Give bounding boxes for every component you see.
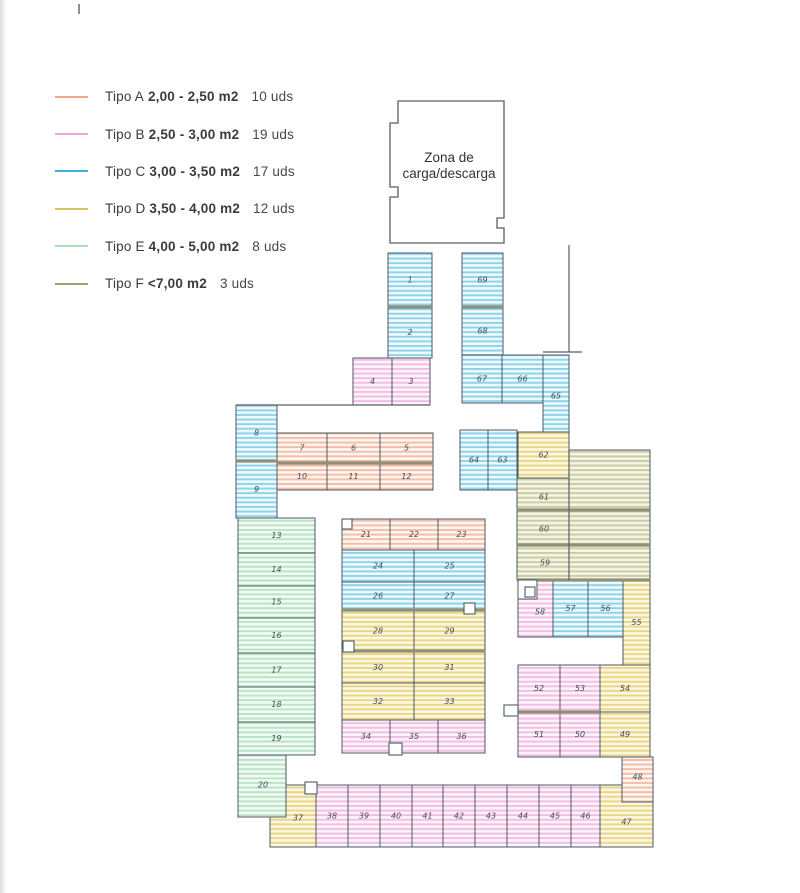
unit-label-57: 57 [565, 604, 576, 613]
legend-tipo-name: Tipo D [105, 201, 146, 217]
legend-size-range: <7,00 m2 [147, 276, 207, 292]
unit-label-24: 24 [372, 561, 384, 571]
unit-label-44: 44 [517, 811, 529, 821]
unit-label-66: 66 [517, 374, 528, 384]
legend-tipo-name: Tipo F [105, 276, 144, 292]
legend-unit-count: 10 uds [251, 89, 294, 105]
legend-size-range: 2,50 - 3,00 m2 [148, 126, 240, 142]
legend-size-range: 2,00 - 2,50 m2 [147, 89, 239, 105]
unit-label-43: 43 [485, 811, 497, 821]
unit-label-15: 15 [271, 597, 282, 607]
unit-label-67: 67 [476, 374, 488, 384]
unit-label-30: 30 [372, 663, 384, 672]
door-marker-1 [464, 603, 475, 614]
unit-label-41: 41 [422, 811, 433, 821]
unit-label-17: 17 [271, 665, 282, 675]
unit-label-68: 68 [477, 326, 488, 336]
unit-label-21: 21 [360, 530, 372, 539]
unit-label-31: 31 [444, 663, 455, 672]
unit-label-38: 38 [326, 811, 338, 821]
unit-label-50: 50 [574, 730, 586, 739]
unit-label-34: 34 [360, 732, 372, 741]
unit-label-16: 16 [271, 631, 282, 640]
unit-label-61: 61 [538, 492, 550, 502]
unit-label-14: 14 [271, 565, 282, 574]
unit-label-20: 20 [257, 780, 269, 790]
legend-unit-count: 12 uds [253, 201, 295, 217]
unit-box-59 [517, 545, 650, 580]
unit-label-6: 6 [350, 443, 357, 453]
unit-label-25: 25 [444, 561, 455, 571]
unit-label-42: 42 [453, 811, 465, 821]
unit-label-39: 39 [358, 811, 370, 821]
legend-tipo-name: Tipo B [105, 126, 145, 142]
unit-label-37: 37 [292, 813, 304, 823]
unit-label-51: 51 [533, 730, 545, 739]
unit-label-23: 23 [456, 530, 467, 539]
legend-tipo-name: Tipo E [105, 238, 145, 254]
unit-label-54: 54 [619, 684, 631, 693]
unit-label-49: 49 [619, 730, 631, 739]
unit-label-3: 3 [408, 377, 414, 386]
door-marker-0 [342, 519, 352, 529]
unit-label-26: 26 [372, 591, 384, 601]
unit-label-22: 22 [408, 530, 420, 539]
legend-tipo-name: Tipo C [105, 163, 146, 179]
unit-label-8: 8 [253, 428, 260, 438]
unit-label-53: 53 [574, 684, 586, 693]
unit-label-27: 27 [444, 591, 455, 601]
unit-label-47: 47 [621, 817, 632, 827]
unit-label-11: 11 [348, 472, 359, 481]
unit-label-19: 19 [271, 734, 282, 743]
door-marker-2 [343, 641, 354, 652]
unit-label-28: 28 [372, 626, 384, 636]
unit-label-56: 56 [600, 604, 611, 613]
unit-label-9: 9 [253, 485, 260, 494]
unit-label-48: 48 [632, 772, 643, 782]
unit-label-40: 40 [390, 811, 402, 821]
legend-unit-count: 8 uds [252, 238, 287, 254]
unit-box-60 [517, 510, 650, 545]
unit-label-69: 69 [477, 275, 488, 285]
legend-size-range: 3,50 - 4,00 m2 [149, 201, 241, 217]
unit-label-58: 58 [534, 607, 546, 617]
legend-size-range: 3,00 - 3,50 m2 [149, 163, 241, 179]
unit-label-5: 5 [403, 443, 410, 453]
unit-label-29: 29 [444, 626, 455, 636]
unit-label-12: 12 [401, 472, 412, 481]
legend-tipo-name: Tipo A [105, 89, 144, 105]
door-marker-4 [305, 782, 317, 794]
legend-unit-count: 3 uds [219, 276, 254, 292]
unit-label-10: 10 [296, 472, 308, 481]
unit-label-59: 59 [539, 558, 551, 568]
unit-label-32: 32 [372, 697, 384, 706]
loading-zone-label-line1: Zona de [424, 150, 474, 165]
door-marker-3 [389, 743, 402, 755]
door-marker-5 [504, 705, 518, 716]
unit-label-60: 60 [538, 524, 550, 534]
unit-label-4: 4 [369, 377, 376, 386]
unit-label-1: 1 [407, 275, 413, 285]
unit-label-18: 18 [271, 700, 282, 709]
unit-label-33: 33 [444, 697, 455, 706]
unit-label-55: 55 [631, 618, 642, 627]
unit-label-52: 52 [533, 684, 545, 693]
legend-unit-count: 17 uds [253, 163, 295, 179]
unit-label-2: 2 [407, 328, 413, 337]
legend-unit-count: 19 uds [252, 126, 295, 142]
unit-label-46: 46 [580, 811, 591, 821]
unit-label-62: 62 [538, 450, 549, 460]
door-marker-6 [525, 587, 535, 597]
unit-label-35: 35 [408, 732, 420, 741]
legend-size-range: 4,00 - 5,00 m2 [148, 238, 240, 254]
unit-label-13: 13 [271, 531, 282, 540]
unit-label-36: 36 [456, 732, 467, 741]
unit-label-65: 65 [550, 391, 562, 401]
unit-label-7: 7 [299, 443, 305, 453]
unit-label-63: 63 [497, 455, 508, 465]
loading-zone-label-line2: carga/descarga [402, 166, 496, 181]
unit-label-64: 64 [468, 455, 480, 465]
unit-label-45: 45 [549, 811, 561, 821]
